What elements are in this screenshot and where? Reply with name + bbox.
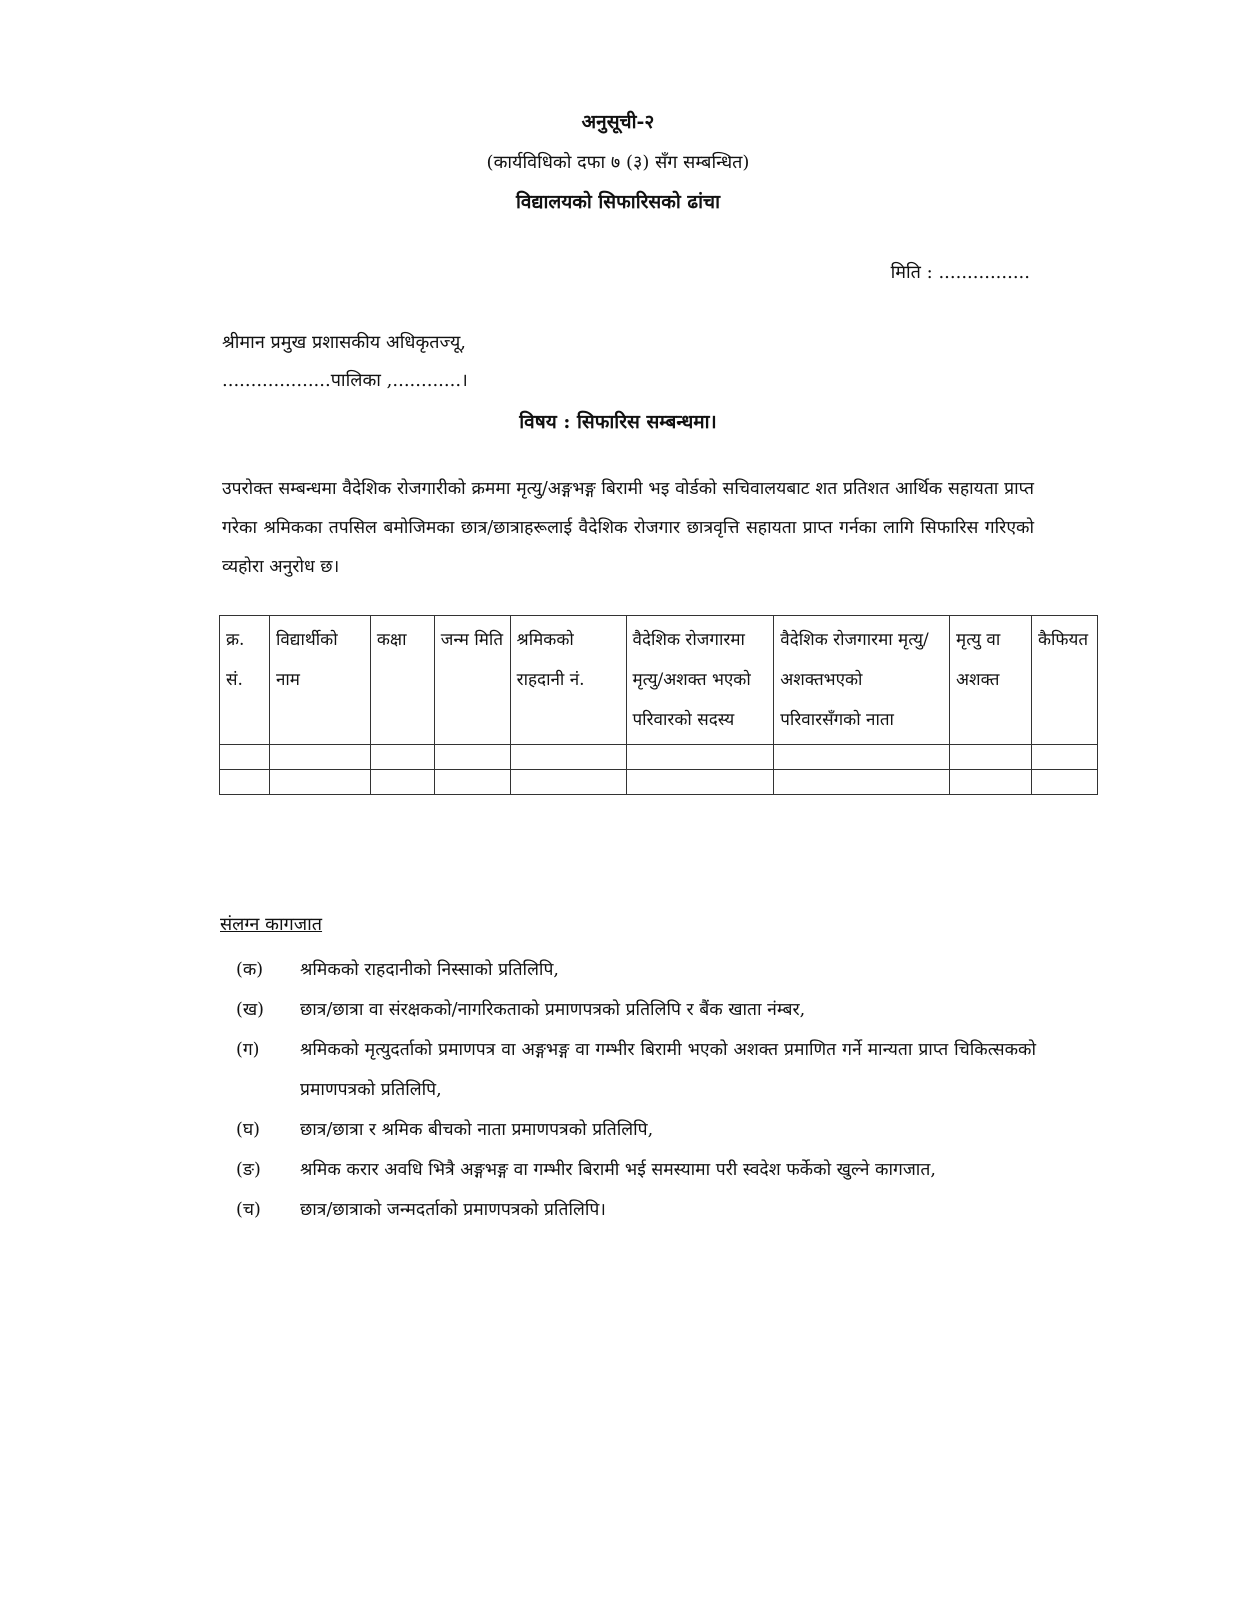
table-cell[interactable] bbox=[269, 770, 370, 795]
form-title: विद्यालयको सिफारिसको ढांचा bbox=[515, 191, 720, 213]
item-marker: (ख) bbox=[236, 1000, 264, 1020]
header-class: कक्षा bbox=[370, 616, 434, 745]
header-relation: वैदेशिक रोजगारमा मृत्यु/अशक्तभएको परिवारसँगको नाता bbox=[774, 616, 950, 745]
list-item bbox=[236, 1190, 1036, 1230]
table-row bbox=[220, 745, 1098, 770]
table-cell[interactable] bbox=[510, 770, 626, 795]
body-paragraph: उपरोक्त सम्बन्धमा वैदेशिक रोजगारीको क्रममा मृत्यु/अङ्गभङ्ग बिरामी भइ वोर्डको सचिवालयबाट शत प्रतिशत आर्थिक सहायता प्राप्त गरेका श्रमिकका तपसिल बमोजिमका छात्र/छात्राहरूलाई वैदेशिक रोजगार छात्रवृत्ति सहायता प्राप्त गर्नका लागि सिफारिस गरिएको व्यहोरा अनुरोध छ। bbox=[222, 479, 1034, 577]
header-birth-date: जन्म मिति bbox=[434, 616, 510, 745]
schedule-heading: अनुसूची-२ bbox=[581, 111, 655, 133]
list-item bbox=[236, 1110, 1036, 1150]
item-marker: (च) bbox=[236, 1200, 261, 1220]
subject-line: विषय : सिफारिस सम्बन्धमा। bbox=[519, 411, 717, 433]
table-cell[interactable] bbox=[626, 770, 774, 795]
table-cell[interactable] bbox=[1031, 770, 1097, 795]
header-family-member: वैदेशिक रोजगारमा मृत्यु/अशक्त भएको परिवारको सदस्य bbox=[626, 616, 774, 745]
item-marker: (क) bbox=[236, 960, 264, 980]
table-cell[interactable] bbox=[774, 745, 950, 770]
header-remarks: कैफियत bbox=[1031, 616, 1097, 745]
table-cell[interactable] bbox=[370, 770, 434, 795]
table-cell[interactable] bbox=[626, 745, 774, 770]
table-cell[interactable] bbox=[1031, 745, 1097, 770]
recommendation-table bbox=[219, 615, 1098, 795]
header-serial: क्र. सं. bbox=[220, 616, 270, 745]
header-death-or-disabled: मृत्यु वा अशक्त bbox=[950, 616, 1032, 745]
header-student-name: विद्यार्थीको नाम bbox=[269, 616, 370, 745]
reference-line: (कार्यविधिको दफा ७ (३) सँग सम्बन्धित) bbox=[486, 152, 750, 173]
addressee-line-1: श्रीमान प्रमुख प्रशासकीय अधिकृतज्यू, bbox=[222, 332, 466, 353]
table-cell[interactable] bbox=[774, 770, 950, 795]
table-cell[interactable] bbox=[510, 745, 626, 770]
attachments-list bbox=[236, 950, 1036, 1230]
addressee-line-2: ...................पालिका ,............। bbox=[222, 370, 468, 391]
table-cell[interactable] bbox=[220, 745, 270, 770]
table-cell[interactable] bbox=[434, 770, 510, 795]
header-passport-no: श्रमिकको राहदानी नं. bbox=[510, 616, 626, 745]
table-cell[interactable] bbox=[950, 770, 1032, 795]
table-cell[interactable] bbox=[370, 745, 434, 770]
item-marker: (ग) bbox=[236, 1040, 260, 1060]
item-text: श्रमिकको राहदानीको निस्साको प्रतिलिपि, bbox=[300, 960, 559, 980]
table-row bbox=[220, 770, 1098, 795]
item-marker: (ङ) bbox=[236, 1160, 261, 1180]
list-item bbox=[236, 1030, 1036, 1110]
list-item bbox=[236, 990, 1036, 1030]
item-text: श्रमिक करार अवधि भित्रै अङ्गभङ्ग वा गम्भीर बिरामी भई समस्यामा परी स्वदेश फर्केको खुल्ने कागजात, bbox=[300, 1160, 936, 1180]
table-header-row bbox=[220, 616, 1098, 745]
table-cell[interactable] bbox=[269, 745, 370, 770]
item-marker: (घ) bbox=[236, 1120, 260, 1140]
item-text: छात्र/छात्रा वा संरक्षकको/नागरिकताको प्रमाणपत्रको प्रतिलिपि र बैंक खाता नंम्बर, bbox=[300, 1000, 806, 1020]
table-cell[interactable] bbox=[220, 770, 270, 795]
attachments-title: संलग्न कागजात bbox=[220, 914, 323, 935]
list-item bbox=[236, 1150, 1036, 1190]
list-item bbox=[236, 950, 1036, 990]
item-text: छात्र/छात्राको जन्मदर्ताको प्रमाणपत्रको प्रतिलिपि। bbox=[300, 1200, 606, 1220]
table-cell[interactable] bbox=[950, 745, 1032, 770]
date-line: मिति : ................ bbox=[890, 262, 1030, 283]
item-text: श्रमिकको मृत्युदर्ताको प्रमाणपत्र वा अङ्गभङ्ग वा गम्भीर बिरामी भएको अशक्त प्रमाणित गर्ने मान्यता प्राप्त चिकित्सकको प्रमाणपत्रको प्रतिलिपि, bbox=[300, 1040, 1036, 1100]
table-cell[interactable] bbox=[434, 745, 510, 770]
item-text: छात्र/छात्रा र श्रमिक बीचको नाता प्रमाणपत्रको प्रतिलिपि, bbox=[300, 1120, 654, 1140]
